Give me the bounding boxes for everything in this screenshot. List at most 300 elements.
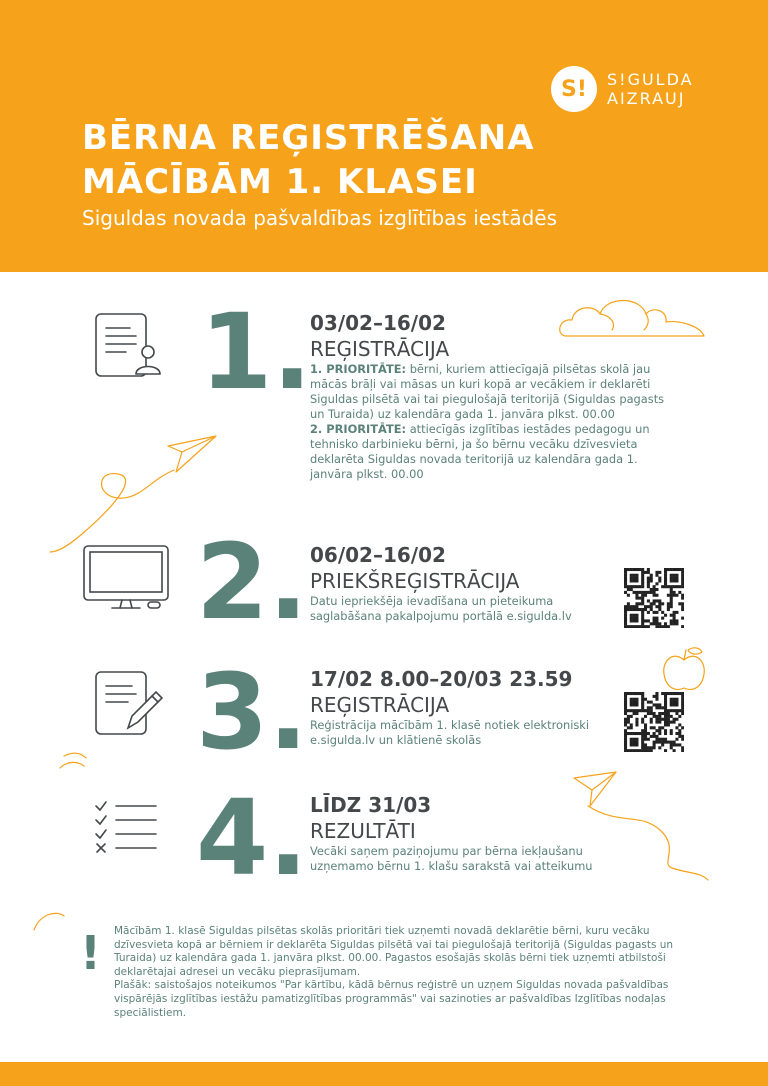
qr-module	[681, 602, 684, 605]
qr-module	[664, 715, 667, 718]
qr-module	[644, 723, 647, 726]
qr-module	[644, 729, 647, 732]
qr-module	[641, 594, 644, 597]
qr-module	[630, 698, 633, 701]
step-2-title: PRIEKŠREĢISTRĀCIJA	[310, 569, 520, 593]
qr-module	[635, 619, 638, 622]
qr-module	[641, 743, 644, 746]
qr-module	[675, 726, 678, 729]
checklist-icon	[94, 800, 160, 860]
qr-module	[630, 579, 633, 582]
qr-module	[644, 749, 647, 752]
qr-module	[647, 706, 650, 709]
qr-module	[624, 605, 627, 608]
qr-module	[627, 568, 630, 571]
qr-module	[670, 703, 673, 706]
qr-module	[664, 582, 667, 585]
qr-module	[624, 741, 627, 744]
step-1-priority-2: 2. PRIORITĀTE: attiecīgās izglītības iestādes pedagogu un tehnisko darbinieku bērni, ja šo bērnu vecāku dzīvesvieta deklarēta Siguldas novada teritorijā uz kalendāra gada 1. janvāra plkst. 00.00	[310, 422, 650, 481]
qr-module	[678, 709, 681, 712]
qr-module	[644, 726, 647, 729]
qr-module	[655, 729, 658, 732]
qr-module	[635, 617, 638, 620]
qr-module	[638, 732, 641, 735]
qr-module	[638, 608, 641, 611]
qr-module	[667, 721, 670, 724]
qr-module	[670, 577, 673, 580]
qr-module	[633, 568, 636, 571]
qr-module	[641, 695, 644, 698]
qr-module	[653, 743, 656, 746]
qr-module	[661, 718, 664, 721]
qr-module	[644, 605, 647, 608]
qr-module	[644, 709, 647, 712]
qr-module	[624, 568, 627, 571]
computer-monitor-icon	[82, 544, 178, 614]
qr-module	[635, 579, 638, 582]
qr-module	[667, 625, 670, 628]
qr-module	[664, 729, 667, 732]
qr-module	[641, 608, 644, 611]
qr-module	[627, 608, 630, 611]
note-text	[114, 925, 698, 1020]
qr-module	[635, 625, 638, 628]
page-subtitle: Siguldas novada pašvaldības izglītības iestādēs	[82, 206, 558, 230]
qr-module	[635, 723, 638, 726]
qr-module	[678, 692, 681, 695]
qr-module	[638, 625, 641, 628]
qr-module	[675, 738, 678, 741]
qr-module	[635, 701, 638, 704]
qr-module	[653, 599, 656, 602]
qr-module	[633, 577, 636, 580]
qr-module	[647, 732, 650, 735]
qr-module	[653, 741, 656, 744]
qr-module	[653, 622, 656, 625]
qr-module	[641, 706, 644, 709]
qr-module	[673, 741, 676, 744]
qr-module	[664, 732, 667, 735]
qr-module	[667, 718, 670, 721]
qr-module	[681, 735, 684, 738]
qr-module	[635, 698, 638, 701]
qr-module	[678, 715, 681, 718]
qr-module	[650, 726, 653, 729]
qr-module	[667, 602, 670, 605]
qr-module	[664, 723, 667, 726]
qr-module	[653, 732, 656, 735]
qr-module	[630, 732, 633, 735]
qr-module	[624, 701, 627, 704]
qr-module	[667, 594, 670, 597]
qr-module	[673, 703, 676, 706]
qr-code-icon[interactable]	[624, 568, 684, 628]
qr-module	[670, 743, 673, 746]
qr-module	[661, 706, 664, 709]
qr-module	[664, 568, 667, 571]
qr-module	[653, 591, 656, 594]
qr-module	[675, 732, 678, 735]
qr-module	[644, 738, 647, 741]
qr-module	[624, 591, 627, 594]
qr-module	[681, 579, 684, 582]
qr-module	[655, 692, 658, 695]
qr-module	[635, 718, 638, 721]
qr-module	[681, 608, 684, 611]
qr-module	[658, 738, 661, 741]
qr-module	[641, 741, 644, 744]
qr-module	[635, 738, 638, 741]
qr-module	[641, 571, 644, 574]
qr-module	[641, 602, 644, 605]
qr-module	[644, 746, 647, 749]
qr-module	[655, 574, 658, 577]
step-number-4: 4.	[196, 777, 308, 899]
qr-module	[630, 726, 633, 729]
qr-module	[673, 568, 676, 571]
qr-module	[658, 622, 661, 625]
qr-module	[655, 703, 658, 706]
qr-module	[655, 706, 658, 709]
header-banner	[0, 0, 768, 272]
qr-module	[670, 597, 673, 600]
qr-module	[650, 749, 653, 752]
qr-module	[664, 703, 667, 706]
qr-module	[667, 692, 670, 695]
qr-module	[658, 715, 661, 718]
qr-module	[664, 709, 667, 712]
qr-module	[661, 743, 664, 746]
qr-module	[653, 726, 656, 729]
qr-code-icon-2[interactable]	[624, 692, 684, 752]
qr-module	[681, 703, 684, 706]
document-user-icon	[90, 310, 164, 382]
qr-module	[681, 746, 684, 749]
qr-module	[633, 617, 636, 620]
qr-module	[647, 577, 650, 580]
qr-module	[641, 729, 644, 732]
step-number-2: 2.	[196, 521, 308, 643]
step-3	[310, 666, 610, 748]
qr-module	[644, 735, 647, 738]
qr-module	[678, 585, 681, 588]
qr-module	[627, 749, 630, 752]
qr-module	[658, 706, 661, 709]
qr-module	[627, 692, 630, 695]
step-number-1: 1.	[200, 291, 312, 413]
qr-module	[641, 611, 644, 614]
qr-module	[658, 625, 661, 628]
paper-plane-icon	[168, 436, 216, 472]
qr-module	[675, 718, 678, 721]
qr-module	[641, 597, 644, 600]
qr-module	[630, 741, 633, 744]
qr-module	[641, 721, 644, 724]
qr-module	[624, 608, 627, 611]
qr-module	[664, 622, 667, 625]
qr-module	[638, 591, 641, 594]
qr-module	[635, 743, 638, 746]
qr-module	[675, 703, 678, 706]
qr-module	[658, 726, 661, 729]
qr-module	[644, 732, 647, 735]
qr-module	[664, 577, 667, 580]
qr-module	[641, 732, 644, 735]
qr-module	[658, 571, 661, 574]
plane-trail	[50, 470, 174, 552]
qr-module	[655, 721, 658, 724]
spark-note	[34, 913, 64, 930]
qr-module	[670, 692, 673, 695]
qr-module	[658, 608, 661, 611]
qr-module	[655, 611, 658, 614]
qr-module	[624, 703, 627, 706]
qr-module	[667, 715, 670, 718]
qr-module	[675, 568, 678, 571]
qr-module	[678, 723, 681, 726]
qr-module	[641, 582, 644, 585]
qr-module	[630, 701, 633, 704]
qr-module	[650, 622, 653, 625]
qr-module	[644, 743, 647, 746]
qr-module	[633, 701, 636, 704]
qr-module	[681, 698, 684, 701]
qr-module	[624, 721, 627, 724]
qr-module	[681, 585, 684, 588]
qr-module	[655, 735, 658, 738]
qr-module	[635, 602, 638, 605]
qr-module	[627, 718, 630, 721]
qr-module	[661, 611, 664, 614]
qr-module	[658, 577, 661, 580]
qr-module	[647, 619, 650, 622]
qr-module	[647, 701, 650, 704]
qr-module	[635, 692, 638, 695]
qr-module	[635, 608, 638, 611]
qr-module	[681, 738, 684, 741]
qr-module	[670, 599, 673, 602]
qr-module	[664, 579, 667, 582]
qr-module	[630, 715, 633, 718]
qr-module	[673, 614, 676, 617]
qr-module	[630, 738, 633, 741]
qr-module	[624, 718, 627, 721]
qr-module	[624, 692, 627, 695]
qr-module	[624, 729, 627, 732]
qr-module	[655, 715, 658, 718]
qr-module	[647, 571, 650, 574]
apple-icon	[664, 648, 705, 690]
qr-module	[655, 619, 658, 622]
qr-module	[630, 588, 633, 591]
qr-module	[653, 703, 656, 706]
qr-module	[675, 743, 678, 746]
qr-module	[633, 585, 636, 588]
qr-module	[630, 617, 633, 620]
qr-module	[681, 625, 684, 628]
qr-module	[655, 582, 658, 585]
qr-module	[633, 574, 636, 577]
step-2-text: Datu iepriekšēja ievadīšana un pieteikuma saglabāšana pakalpojumu portālā e.sigulda.lv	[310, 594, 572, 623]
qr-module	[647, 611, 650, 614]
logo-line2: AIZRAUJ	[607, 89, 686, 108]
qr-module	[644, 715, 647, 718]
qr-module	[658, 741, 661, 744]
qr-module	[650, 701, 653, 704]
qr-module	[627, 594, 630, 597]
qr-module	[624, 743, 627, 746]
qr-module	[633, 591, 636, 594]
qr-module	[650, 591, 653, 594]
qr-module	[624, 698, 627, 701]
qr-module	[664, 625, 667, 628]
qr-module	[653, 619, 656, 622]
qr-module	[673, 585, 676, 588]
qr-module	[664, 721, 667, 724]
qr-module	[667, 605, 670, 608]
qr-module	[664, 706, 667, 709]
qr-module	[635, 709, 638, 712]
qr-module	[647, 605, 650, 608]
qr-module	[661, 741, 664, 744]
qr-module	[653, 735, 656, 738]
qr-module	[641, 738, 644, 741]
qr-module	[638, 709, 641, 712]
qr-module	[667, 712, 670, 715]
qr-module	[675, 574, 678, 577]
qr-module	[667, 568, 670, 571]
qr-module	[647, 599, 650, 602]
qr-module	[653, 715, 656, 718]
qr-module	[630, 608, 633, 611]
qr-module	[624, 706, 627, 709]
qr-module	[670, 574, 673, 577]
qr-module	[624, 746, 627, 749]
qr-module	[641, 585, 644, 588]
qr-module	[650, 718, 653, 721]
qr-module	[670, 709, 673, 712]
qr-module	[627, 721, 630, 724]
qr-module	[675, 698, 678, 701]
qr-module	[644, 591, 647, 594]
qr-module	[670, 746, 673, 749]
qr-module	[638, 597, 641, 600]
qr-module	[630, 625, 633, 628]
qr-module	[675, 692, 678, 695]
qr-module	[681, 749, 684, 752]
qr-module	[627, 625, 630, 628]
qr-module	[670, 729, 673, 732]
qr-module	[673, 579, 676, 582]
qr-module	[650, 577, 653, 580]
qr-module	[624, 709, 627, 712]
qr-module	[630, 577, 633, 580]
qr-module	[635, 585, 638, 588]
step-number-3: 3.	[196, 651, 308, 773]
qr-module	[633, 698, 636, 701]
qr-module	[650, 579, 653, 582]
qr-module	[630, 619, 633, 622]
qr-module	[664, 712, 667, 715]
qr-module	[667, 741, 670, 744]
qr-module	[638, 692, 641, 695]
qr-module	[661, 712, 664, 715]
title-line2: MĀCĪBĀM 1. KLASEI	[82, 162, 478, 202]
qr-module	[633, 614, 636, 617]
qr-module	[661, 726, 664, 729]
qr-module	[641, 617, 644, 620]
qr-module	[641, 619, 644, 622]
logo-line1: S!GULDA	[607, 70, 694, 89]
step-3-title: REĢISTRĀCIJA	[310, 693, 450, 717]
qr-module	[624, 712, 627, 715]
qr-module	[633, 605, 636, 608]
qr-module	[644, 571, 647, 574]
spark-left	[60, 753, 86, 768]
qr-module	[661, 625, 664, 628]
qr-module	[658, 602, 661, 605]
qr-module	[650, 706, 653, 709]
qr-module	[635, 594, 638, 597]
qr-module	[635, 614, 638, 617]
qr-module	[670, 585, 673, 588]
qr-module	[670, 732, 673, 735]
qr-module	[624, 735, 627, 738]
qr-module	[653, 594, 656, 597]
qr-module	[664, 574, 667, 577]
qr-module	[661, 585, 664, 588]
logo-mark: S!	[551, 66, 597, 112]
qr-module	[630, 585, 633, 588]
qr-module	[670, 602, 673, 605]
qr-module	[641, 698, 644, 701]
qr-module	[635, 591, 638, 594]
qr-module	[673, 701, 676, 704]
qr-module	[641, 749, 644, 752]
qr-module	[647, 585, 650, 588]
qr-module	[647, 712, 650, 715]
qr-module	[673, 591, 676, 594]
qr-module	[661, 602, 664, 605]
qr-module	[624, 619, 627, 622]
qr-module	[647, 709, 650, 712]
qr-module	[641, 599, 644, 602]
qr-module	[635, 732, 638, 735]
qr-module	[624, 625, 627, 628]
qr-module	[675, 709, 678, 712]
qr-module	[647, 579, 650, 582]
title-line1: BĒRNA REĢISTRĒŠANA	[82, 118, 535, 158]
qr-module	[673, 709, 676, 712]
qr-module	[675, 701, 678, 704]
qr-module	[658, 599, 661, 602]
qr-module	[624, 574, 627, 577]
qr-module	[681, 597, 684, 600]
qr-module	[633, 619, 636, 622]
qr-module	[638, 585, 641, 588]
qr-module	[624, 695, 627, 698]
qr-module	[675, 594, 678, 597]
qr-module	[655, 695, 658, 698]
qr-module	[630, 723, 633, 726]
qr-module	[650, 588, 653, 591]
qr-module	[681, 726, 684, 729]
qr-module	[624, 749, 627, 752]
qr-module	[678, 735, 681, 738]
qr-module	[624, 617, 627, 620]
qr-module	[675, 585, 678, 588]
qr-module	[655, 594, 658, 597]
